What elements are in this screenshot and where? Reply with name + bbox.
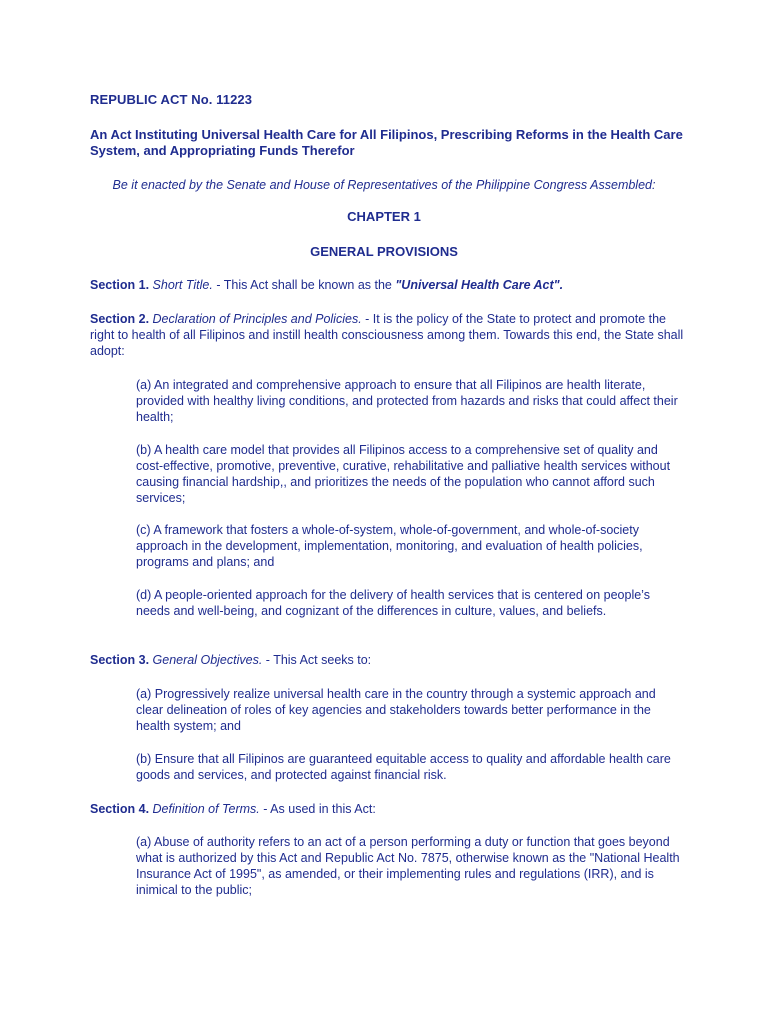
section-heading: Declaration of Principles and Policies. <box>152 312 362 326</box>
list-item: (b) A health care model that provides all Filipinos access to a comprehensive set of quality and cost-effective, promotive, preventive, curative, rehabilitative and palliative health services without causing financial hardship,, and prioritizes the needs of the population who cannot afford such services; <box>136 443 671 505</box>
list-item: (c) A framework that fosters a whole-of-system, whole-of-government, and whole-of-society approach in the development, implementation, monitoring, and evaluation of health policies, programs and plans; and <box>136 523 643 569</box>
list-item: (a) Progressively realize universal health care in the country through a systemic approach and clear delineation of roles of key agencies and stakeholders towards better performance in the health system; and <box>136 687 656 733</box>
list-item: (b) Ensure that all Filipinos are guaranteed equitable access to quality and affordable health care goods and services, and protected against financial risk. <box>136 752 671 782</box>
list-item: (a) Abuse of authority refers to an act of a person performing a duty or function that goes beyond what is authorized by this Act and Republic Act No. 7875, otherwise known as the "National Health Insurance Act of 1995", as amended, or their implementing rules and regulations (IRR), and is inimical to the public; <box>136 835 680 897</box>
section-label: Section 1. <box>90 278 150 292</box>
section-label: Section 2. <box>90 312 150 326</box>
section-1 <box>90 277 690 293</box>
section-text: - This Act seeks to: <box>262 653 372 667</box>
enacting-clause: Be it enacted by the Senate and House of Representatives of the Philippine Congress Assembled: <box>112 178 656 192</box>
section-3 <box>90 652 690 668</box>
section-text: - As used in this Act: <box>259 802 376 816</box>
act-short-title: "Universal Health Care Act". <box>395 278 564 292</box>
section-text: - This Act shall be known as the <box>212 278 396 292</box>
chapter-heading: CHAPTER 1 <box>347 209 421 224</box>
section-2 <box>90 311 690 359</box>
list-item: (a) An integrated and comprehensive approach to ensure that all Filipinos are health literate, provided with healthy living conditions, and protected from hazards and risks that could affect their health; <box>136 378 678 424</box>
section-text: - It is the policy of the State to protect and promote the right to health of all Filipinos and instill health consciousness among them. Towards this end, the State shall adopt: <box>90 312 684 358</box>
act-title: An Act Instituting Universal Health Care for All Filipinos, Prescribing Reforms in the Health Care System, and Appropriating Funds Therefor <box>90 127 683 158</box>
list-item: (d) A people-oriented approach for the delivery of health services that is centered on people’s needs and well-being, and cognizant of the differences in culture, values, and beliefs. <box>136 588 650 618</box>
section-4 <box>90 801 690 817</box>
chapter-title: GENERAL PROVISIONS <box>310 244 458 259</box>
section-label: Section 4. <box>90 802 150 816</box>
section-label: Section 3. <box>90 653 150 667</box>
section-heading: Definition of Terms. <box>152 802 260 816</box>
act-number: REPUBLIC ACT No. 11223 <box>90 92 253 107</box>
section-heading: Short Title. <box>152 278 213 292</box>
section-heading: General Objectives. <box>152 653 263 667</box>
